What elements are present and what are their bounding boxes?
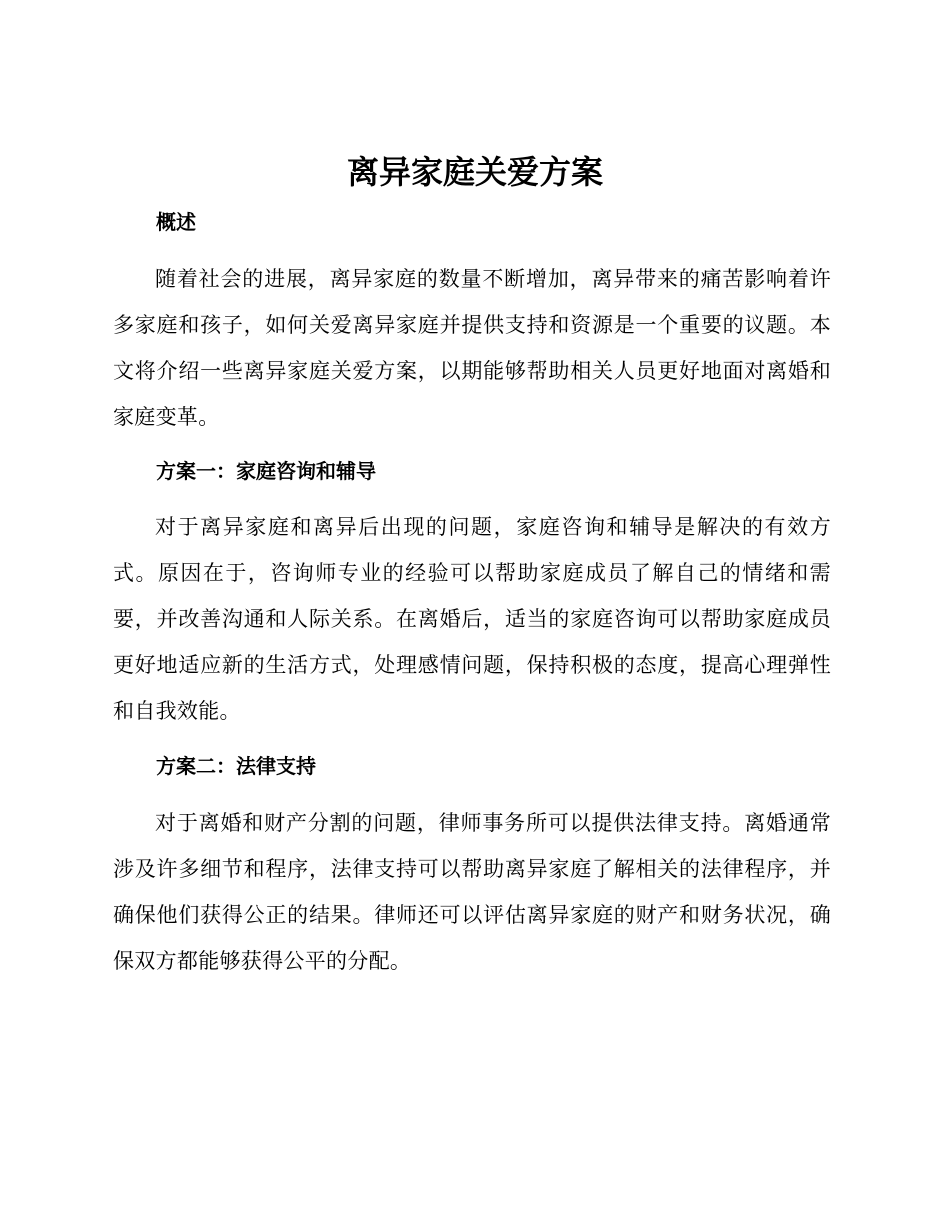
paragraph-overview: 随着社会的进展，离异家庭的数量不断增加，离异带来的痛苦影响着许多家庭和孩子，如何关爱离异家庭并提供支持和资源是一个重要的议题。本文将介绍一些离异家庭关爱方案，以期能够帮助相关人员更好地面对离婚和家庭变革。 <box>113 267 831 429</box>
section-heading-overview: 概述 <box>156 210 196 234</box>
section-heading-plan-one: 方案一：家庭咨询和辅导 <box>156 459 376 483</box>
paragraph-plan-two: 对于离婚和财产分割的问题，律师事务所可以提供法律支持。离婚通常涉及许多细节和程序，法律支持可以帮助离异家庭了解相关的法律程序，并确保他们获得公正的结果。律师还可以评估离异家庭的财产和财务状况，确保双方都能够获得公平的分配。 <box>113 811 831 973</box>
paragraph-plan-one: 对于离异家庭和离异后出现的问题，家庭咨询和辅导是解决的有效方式。原因在于，咨询师专业的经验可以帮助家庭成员了解自己的情绪和需要，并改善沟通和人际关系。在离婚后，适当的家庭咨询可以帮助家庭成员更好地适应新的生活方式，处理感情问题，保持积极的态度，提高心理弹性和自我效能。 <box>113 515 831 723</box>
section-heading-plan-two: 方案二：法律支持 <box>156 754 316 778</box>
document-title: 离异家庭关爱方案 <box>346 153 603 191</box>
